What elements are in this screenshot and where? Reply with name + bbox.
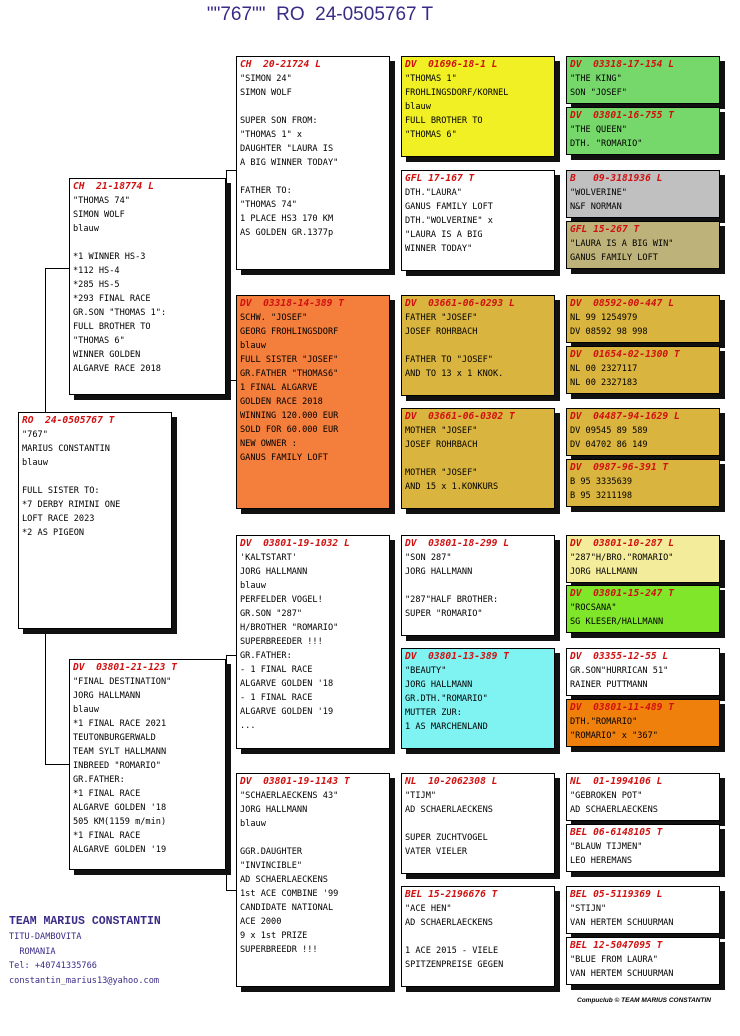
sire-dam-sire-card[interactable]	[401, 295, 555, 396]
ring-number: DV 0987-96-391 T	[570, 462, 669, 473]
team-contact-block	[9, 914, 161, 988]
pigeon-details: SCHW. "JOSEF" GEORG FROHLINGSDORF blauw FULL SISTER "JOSEF" GR.FATHER "THOMAS6" 1 FINAL ALGARVE GOLDEN RACE 2018 WINNING 120.000 EUR SOLD FOR 60.000 EUR NEW OWNER : GANUS FAMILY LOFT	[240, 313, 339, 463]
ring-number: B 09-3181936 L	[570, 173, 663, 184]
ring-number: BEL 06-6148105 T	[570, 827, 663, 838]
ancestor-card[interactable]	[566, 346, 720, 394]
ancestor-card[interactable]	[566, 408, 720, 456]
pigeon-details: "SCHAERLAECKENS 43" JORG HALLMANN blauw GGR.DAUGHTER "INVINCIBLE" AD SCHAERLAECKENS 1st ACE COMBINE '99 CANDIDATE NATIONAL ACE 2000 9 x 1st PRIZE SUPERBREEDR !!!	[240, 791, 339, 955]
pigeon-details: "THOMAS 74" SIMON WOLF blauw *1 WINNER HS-3 *112 HS-4 *285 HS-5 *293 FINAL RACE GR.SON "THOMAS 1": FULL BROTHER TO "THOMAS 6" WINNER GOLDEN ALGARVE RACE 2018	[73, 196, 167, 374]
page-title: ""767"" RO 24-0505767 T	[206, 4, 434, 25]
pigeon-details: "THOMAS 1" FROHLINGSDORF/KORNEL blauw FULL BROTHER TO "THOMAS 6"	[405, 74, 509, 140]
connector-line	[226, 380, 236, 381]
ring-number: DV 04487-94-1629 L	[570, 411, 680, 422]
footer-credit: Compuclub © TEAM MARIUS CONSTANTIN	[577, 997, 711, 1004]
ring-number: DV 03801-18-299 L	[405, 538, 509, 549]
sire-sire-sire-card[interactable]	[401, 56, 555, 157]
ring-number: DV 03661-06-0293 L	[405, 298, 515, 309]
pigeon-details: "FINAL DESTINATION" JORG HALLMANN blauw *1 FINAL RACE 2021 TEUTONBURGERWALD TEAM SYLT HALLMANN INBREED "ROMARIO" GR.FATHER: *1 FINAL RACE ALGARVE GOLDEN '18 505 KM(1159 m/min) *1 FINAL RACE ALGARVE GOLDEN '19	[73, 677, 172, 855]
dam-dam-dam-card[interactable]	[401, 886, 555, 987]
pigeon-details: "BLUE FROM LAURA" VAN HERTEM SCHUURMAN	[570, 955, 674, 979]
dam-dam-sire-card[interactable]	[401, 773, 555, 874]
connector-line	[45, 764, 69, 765]
connector-line	[226, 170, 236, 171]
pigeon-details: "TIJM" AD SCHAERLAECKENS SUPER ZUCHTVOGEL VATER VIELER	[405, 791, 493, 857]
pigeon-details: DTH."ROMARIO" "ROMARIO" x "367"	[570, 717, 658, 741]
ancestor-card[interactable]	[566, 886, 720, 934]
ancestor-card[interactable]	[566, 937, 720, 985]
pigeon-details: "STIJN" VAN HERTEM SCHUURMAN	[570, 904, 674, 928]
dam-sire-sire-card[interactable]	[401, 535, 555, 636]
team-city: TITU-DAMBOVITA	[9, 932, 82, 942]
pigeon-details: NL 99 1254979 DV 08592 98 998	[570, 313, 648, 337]
pigeon-details: "THE KING" SON "JOSEF"	[570, 74, 627, 98]
ring-number: DV 03801-10-287 L	[570, 538, 674, 549]
ring-number: BEL 05-5119369 L	[570, 889, 663, 900]
dam-dam-card[interactable]	[236, 773, 390, 987]
ring-number: DV 03801-13-389 T	[405, 651, 509, 662]
pigeon-details: B 95 3335639 B 95 3211198	[570, 477, 633, 501]
ring-number: DV 08592-00-447 L	[570, 298, 674, 309]
ancestor-card[interactable]	[566, 824, 720, 872]
team-country: ROMANIA	[9, 946, 56, 957]
ancestor-card[interactable]	[566, 773, 720, 821]
connector-line	[45, 629, 46, 764]
ring-number: DV 03801-19-1143 T	[240, 776, 350, 787]
connector-line	[226, 655, 227, 890]
pigeon-details: "SON 287" JORG HALLMANN "287"HALF BROTHER: SUPER "ROMARIO"	[405, 553, 499, 619]
ring-number: DV 03801-11-489 T	[570, 702, 674, 713]
ring-number: GFL 15-267 T	[570, 224, 640, 235]
pigeon-details: "BEAUTY" JORG HALLMANN GR.DTH."ROMARIO" MUTTER ZUR: 1 AS MARCHENLAND	[405, 666, 488, 732]
ancestor-card[interactable]	[566, 699, 720, 747]
pigeon-details: "ROCSANA" SG KLESER/HALLMANN	[570, 603, 664, 627]
ring-number: DV 01654-02-1300 T	[570, 349, 680, 360]
pigeon-details: "BLAUW TIJMEN" LEO HEREMANS	[570, 842, 643, 866]
ancestor-card[interactable]	[566, 56, 720, 104]
pigeon-details: "LAURA IS A BIG WIN" GANUS FAMILY LOFT	[570, 239, 674, 263]
ancestor-card[interactable]	[566, 459, 720, 507]
ring-number: DV 03801-15-247 T	[570, 588, 674, 599]
connector-line	[226, 890, 236, 891]
ancestor-card[interactable]	[566, 648, 720, 696]
dam-card[interactable]	[69, 659, 226, 870]
pigeon-details: DTH."LAURA" GANUS FAMILY LOFT DTH."WOLVERINE" x "LAURA IS A BIG WINNER TODAY"	[405, 188, 493, 254]
connector-line	[226, 170, 227, 380]
pigeon-details: "SIMON 24" SIMON WOLF SUPER SON FROM: "THOMAS 1" x DAUGHTER "LAURA IS A BIG WINNER TODAY" FATHER TO: "THOMAS 74" 1 PLACE HS3 170 KM AS GOLDEN GR.1377p	[240, 74, 339, 238]
ring-number: DV 03355-12-55 L	[570, 651, 669, 662]
pigeon-details: NL 00 2327117 NL 00 2327183	[570, 364, 638, 388]
pigeon-details: "287"H/BRO."ROMARIO" JORG HALLMANN	[570, 553, 674, 577]
ring-number: DV 01696-18-1 L	[405, 59, 498, 70]
ring-number: DV 03661-06-0302 T	[405, 411, 515, 422]
ring-number: DV 03801-21-123 T	[73, 662, 177, 673]
pigeon-details: "THE QUEEN" DTH. "ROMARIO"	[570, 125, 643, 149]
sire-dam-dam-card[interactable]	[401, 408, 555, 509]
connector-line	[226, 655, 236, 656]
ancestor-card[interactable]	[566, 107, 720, 155]
sire-sire-card[interactable]	[236, 56, 390, 270]
pigeon-details: DV 09545 89 589 DV 04702 86 149	[570, 426, 648, 450]
ancestor-card[interactable]	[566, 535, 720, 583]
team-name: TEAM MARIUS CONSTANTIN	[9, 915, 161, 928]
ring-number: CH 21-18774 L	[73, 181, 154, 192]
connector-line	[45, 268, 46, 413]
pigeon-details: "WOLVERINE" N&F NORMAN	[570, 188, 627, 212]
ring-number: RO 24-0505767 T	[22, 415, 115, 426]
team-phone: Tel: +40741335766	[9, 961, 97, 971]
pigeon-details: 'KALTSTART' JORG HALLMANN blauw PERFELDER VOGEL! GR.SON "287" H/BROTHER "ROMARIO" SUPERBREEDER !!! GR.FATHER: - 1 FINAL RACE ALGARVE GOLDEN '18 - 1 FINAL RACE ALGARVE GOLDEN '19 ...	[240, 553, 339, 731]
pigeon-details: "GEBROKEN POT" AD SCHAERLAECKENS	[570, 791, 658, 815]
ring-number: DV 03318-17-154 L	[570, 59, 674, 70]
ring-number: NL 10-2062308 L	[405, 776, 498, 787]
pigeon-details: MOTHER "JOSEF" JOSEF ROHRBACH MOTHER "JOSEF" AND 15 x 1.KONKURS	[405, 426, 499, 492]
ring-number: DV 03318-14-389 T	[240, 298, 344, 309]
pigeon-details: "767" MARIUS CONSTANTIN blauw FULL SISTER TO: *7 DERBY RIMINI ONE LOFT RACE 2023 *2 AS PIGEON	[22, 430, 121, 538]
ring-number: GFL 17-167 T	[405, 173, 475, 184]
sire-dam-card[interactable]	[236, 295, 390, 509]
ring-number: NL 01-1994106 L	[570, 776, 663, 787]
ring-number: DV 03801-16-755 T	[570, 110, 674, 121]
team-email: constantin_marius13@yahoo.com	[9, 975, 160, 986]
subject-pigeon-card[interactable]	[18, 412, 172, 629]
connector-line	[45, 268, 69, 269]
ancestor-card[interactable]	[566, 221, 720, 269]
pigeon-details: GR.SON"HURRICAN 51" RAINER PUTTMANN	[570, 666, 669, 690]
ancestor-card[interactable]	[566, 295, 720, 343]
dam-sire-dam-card[interactable]	[401, 648, 555, 749]
ancestor-card[interactable]	[566, 170, 720, 218]
ring-number: DV 03801-19-1032 L	[240, 538, 350, 549]
pigeon-details: "ACE HEN" AD SCHAERLAECKENS 1 ACE 2015 - VIELE SPITZENPREISE GEGEN	[405, 904, 504, 970]
dam-sire-card[interactable]	[236, 535, 390, 749]
ring-number: BEL 15-2196676 T	[405, 889, 498, 900]
pigeon-details: FATHER "JOSEF" JOSEF ROHRBACH FATHER TO "JOSEF" AND TO 13 x 1 KNOK.	[405, 313, 504, 379]
ancestor-card[interactable]	[566, 585, 720, 633]
ring-number: BEL 12-5047095 T	[570, 940, 663, 951]
sire-card[interactable]	[69, 178, 226, 395]
sire-sire-dam-card[interactable]	[401, 170, 555, 271]
ring-number: CH 20-21724 L	[240, 59, 321, 70]
